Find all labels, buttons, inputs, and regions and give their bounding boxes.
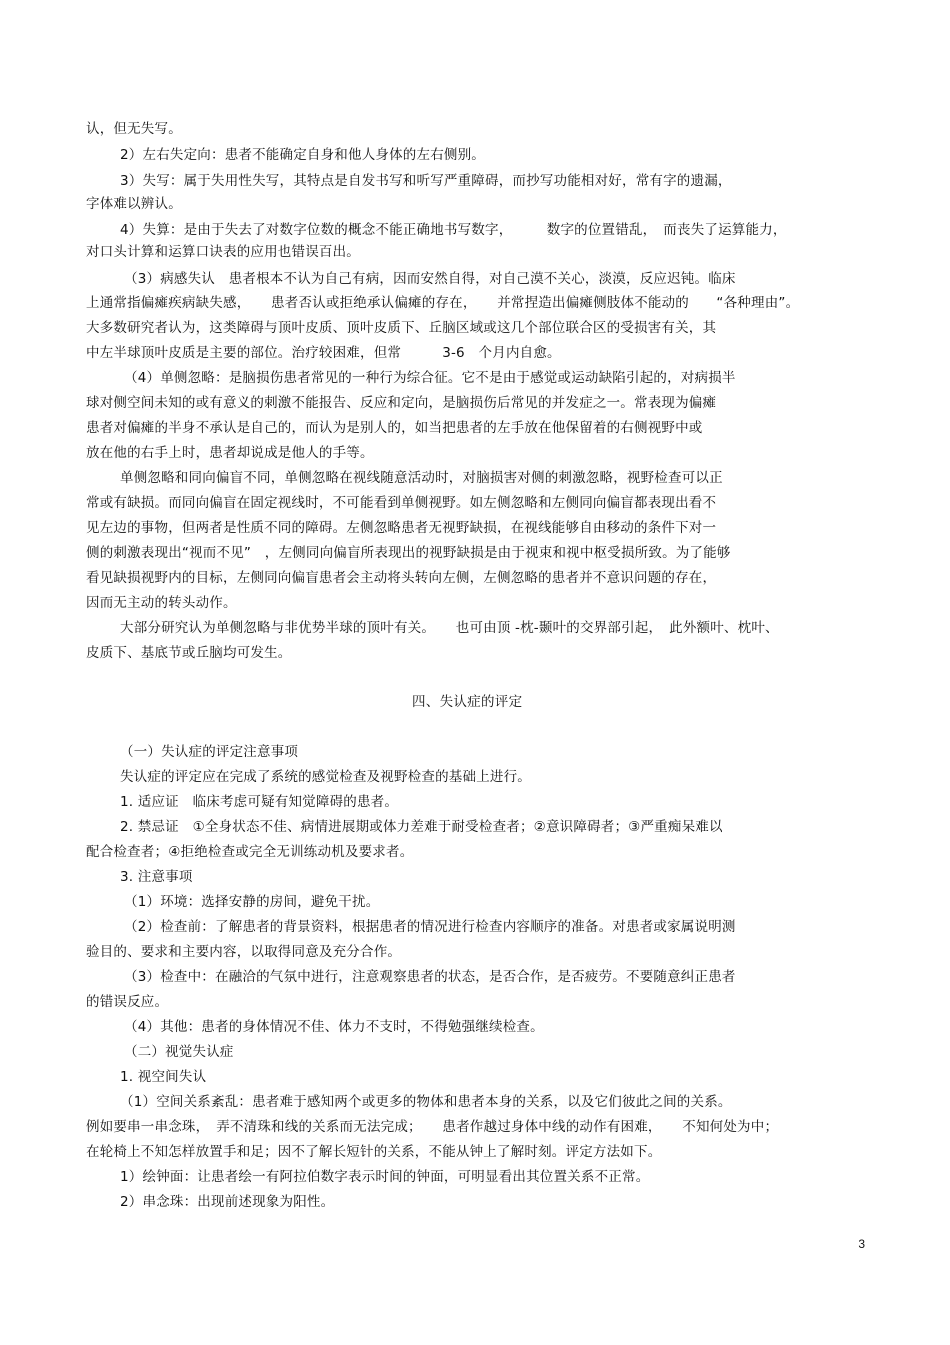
section-heading: 四、失认症的评定 [412, 694, 523, 710]
subsection-heading: （一）失认症的评定注意事项 [120, 744, 299, 760]
text-line: 在轮椅上不知怎样放置手和足；因不了解长短针的关系，不能从钟上了解时刻。评定方法如下。 [86, 1144, 662, 1160]
text-line: 常或有缺损。而同向偏盲在固定视线时，不可能看到单侧视野。如左侧忽略和左侧同向偏盲都表现出看不 [86, 495, 717, 511]
text-line: 例如要串一串念珠， 弄不清珠和线的关系而无法完成； 患者作越过身体中线的动作有困难， 不知何处为中； [86, 1119, 779, 1135]
text-line: 2）左右失定向：患者不能确定自身和他人身体的左右侧别。 [120, 147, 485, 163]
text-line: 患者对偏瘫的半身不承认是自己的，而认为是别人的，如当把患者的左手放在他保留着的右侧视野中或 [86, 420, 703, 436]
text-line: 放在他的右手上时，患者却说成是他人的手等。 [86, 445, 374, 461]
text-line: 认，但无失写。 [86, 121, 182, 137]
text-line: 1. 视空间失认 [120, 1069, 207, 1085]
text-line: 2）串念珠：出现前述现象为阳性。 [120, 1194, 335, 1210]
text-line: 配合检查者；④拒绝检查或完全无训练动机及要求者。 [86, 844, 414, 860]
text-line: （1）环境：选择安静的房间，避免干扰。 [124, 894, 380, 910]
text-line: 单侧忽略和同向偏盲不同，单侧忽略在视线随意活动时，对脑损害对侧的刺激忽略，视野检查可以正 [120, 470, 723, 486]
text-line: 失认症的评定应在完成了系统的感觉检查及视野检查的基础上进行。 [120, 769, 531, 785]
text-line: （4）单侧忽略：是脑损伤患者常见的一种行为综合征。它不是由于感觉或运动缺陷引起的，对病损半 [124, 370, 736, 386]
text-line: 2. 禁忌证 ①全身状态不佳、病情进展期或体力差难于耐受检查者；②意识障碍者；③严重痴呆难以 [120, 819, 723, 835]
text-line: 中左半球顶叶皮质是主要的部位。治疗较困难，但常 3-6 个月内自愈。 [86, 345, 561, 361]
text-line: （3）检查中：在融洽的气氛中进行，注意观察患者的状态，是否合作，是否疲劳。不要随意纠正患者 [124, 969, 736, 985]
text-line: 侧的刺激表现出“视而不见” ，左侧同向偏盲所表现出的视野缺损是由于视束和视中枢受损所致。为了能够 [86, 545, 731, 561]
text-line: 球对侧空间未知的或有意义的刺激不能报告、反应和定向，是脑损伤后常见的并发症之一。常表现为偏瘫 [86, 395, 717, 411]
text-line: 字体难以辨认。 [86, 196, 182, 212]
text-line: 4）失算：是由于失去了对数字位数的概念不能正确地书写数字， 数字的位置错乱， 而丧失了运算能力， [120, 222, 787, 238]
text-line: 大多数研究者认为，这类障碍与顶叶皮质、顶叶皮质下、丘脑区域或这几个部位联合区的受损害有关，其 [86, 320, 717, 336]
text-line: （1）空间关系紊乱：患者难于感知两个或更多的物体和患者本身的关系，以及它们彼此之间的关系。 [120, 1094, 732, 1110]
text-line: 3. 注意事项 [120, 869, 193, 885]
text-line: 验目的、要求和主要内容，以取得同意及充分合作。 [86, 944, 402, 960]
text-line: 因而无主动的转头动作。 [86, 595, 237, 611]
text-line: （2）检查前：了解患者的背景资料，根据患者的情况进行检查内容顺序的准备。对患者或家属说明测 [124, 919, 736, 935]
text-line: 3）失写：属于失用性失写，其特点是自发书写和听写严重障碍，而抄写功能相对好，常有字的遗漏， [120, 173, 732, 189]
subsection-heading: （二）视觉失认症 [124, 1044, 234, 1060]
text-line: （4）其他：患者的身体情况不佳、体力不支时，不得勉强继续检查。 [124, 1019, 544, 1035]
text-line: 的错误反应。 [86, 994, 169, 1010]
text-line: 见左边的事物，但两者是性质不同的障碍。左侧忽略患者无视野缺损，在视线能够自由移动的条件下对一 [86, 520, 717, 536]
text-line: 大部分研究认为单侧忽略与非优势半球的顶叶有关。 也可由顶 -枕-颞叶的交界部引起， 此外额叶、枕叶、 [120, 620, 779, 636]
text-line: 1）绘钟面：让患者绘一有阿拉伯数字表示时间的钟面，可明显看出其位置关系不正常。 [120, 1169, 650, 1185]
page-number: 3 [858, 1237, 865, 1251]
text-line: 皮质下、基底节或丘脑均可发生。 [86, 645, 292, 661]
text-line: 上通常指偏瘫疾病缺失感， 患者否认或拒绝承认偏瘫的存在， 并常捏造出偏瘫侧肢体不能动的 “各种理由”。 [86, 295, 800, 311]
text-line: 1. 适应证 临床考虑可疑有知觉障碍的患者。 [120, 794, 399, 810]
text-line: （3）病感失认 患者根本不认为自己有病，因而安然自得，对自己漠不关心，淡漠，反应迟钝。临床 [124, 271, 736, 287]
text-line: 看见缺损视野内的目标，左侧同向偏盲患者会主动将头转向左侧，左侧忽略的患者并不意识问题的存在， [86, 570, 717, 586]
text-line: 对口头计算和运算口诀表的应用也错误百出。 [86, 244, 360, 260]
